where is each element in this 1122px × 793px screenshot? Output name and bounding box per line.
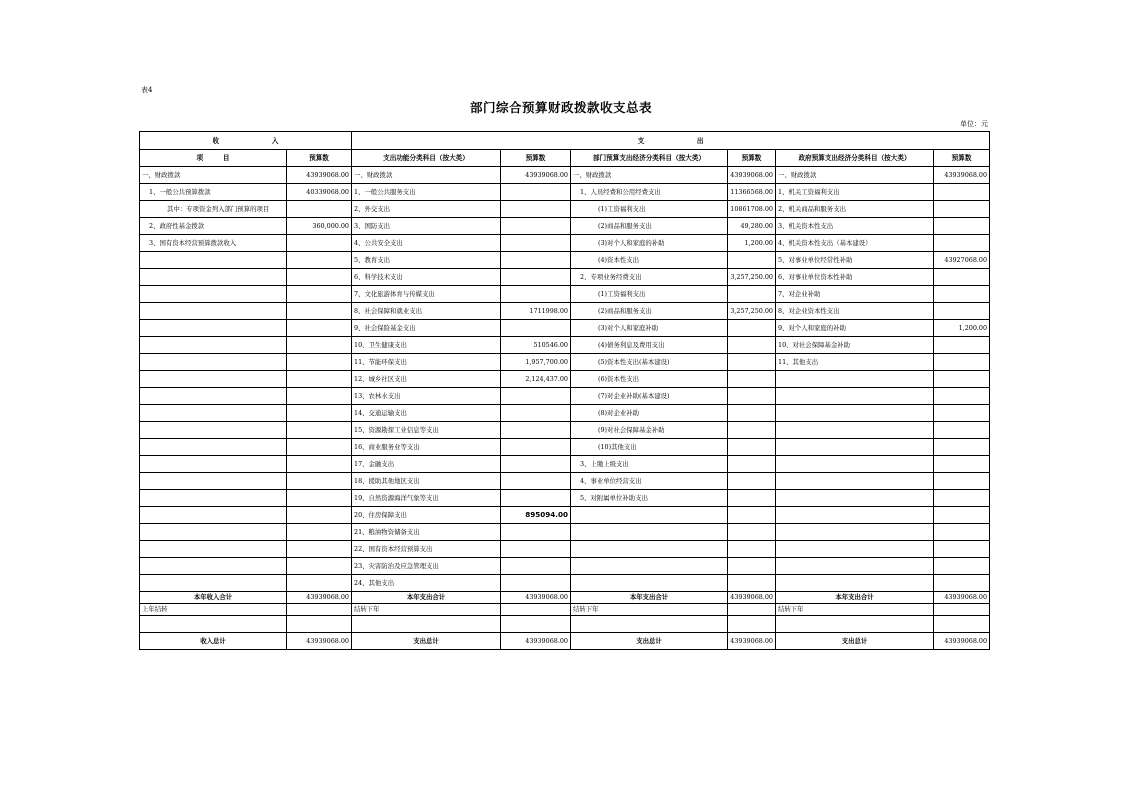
func-budget-cell: 1711998.00 xyxy=(501,303,571,320)
gov-econ-budget-cell xyxy=(934,201,990,218)
func-budget-cell xyxy=(501,218,571,235)
func-budget-cell xyxy=(501,524,571,541)
grand-expense-total-label: 支出总计 xyxy=(352,633,501,650)
gov-econ-budget-cell xyxy=(934,303,990,320)
income-item-cell xyxy=(140,473,287,490)
func-class-cell: 2、外交支出 xyxy=(352,201,501,218)
func-budget-cell: 1,957,700.00 xyxy=(501,354,571,371)
table-row xyxy=(140,320,990,337)
income-item-cell xyxy=(140,269,287,286)
col-header-gov-econ-class: 政府预算支出经济分类科目（按大类） xyxy=(776,150,934,167)
income-budget-cell xyxy=(287,558,352,575)
unit-label: 单位：元 xyxy=(960,120,988,128)
year-expense-total-value: 43939068.00 xyxy=(728,592,776,604)
income-budget-cell xyxy=(287,541,352,558)
table-row xyxy=(140,371,990,388)
dept-econ-class-cell: 2、专项业务经费支出 xyxy=(571,269,728,286)
gov-econ-class-cell: 2、机关商品和服务支出 xyxy=(776,201,934,218)
table-row xyxy=(140,524,990,541)
dept-econ-budget-cell xyxy=(728,473,776,490)
table-label: 表4 xyxy=(141,86,153,94)
dept-econ-budget-cell xyxy=(728,337,776,354)
dept-econ-budget-cell: 11366568.00 xyxy=(728,184,776,201)
func-budget-cell xyxy=(501,252,571,269)
income-item-cell xyxy=(140,320,287,337)
table-row xyxy=(140,473,990,490)
dept-econ-budget-cell xyxy=(728,558,776,575)
gov-econ-budget-cell xyxy=(934,490,990,507)
func-class-cell: 9、社会保险基金支出 xyxy=(352,320,501,337)
func-class-cell: 8、社会保障和就业支出 xyxy=(352,303,501,320)
func-class-cell: 5、教育支出 xyxy=(352,252,501,269)
func-class-cell: 3、国防支出 xyxy=(352,218,501,235)
func-budget-cell xyxy=(501,541,571,558)
income-item-cell xyxy=(140,575,287,592)
gov-econ-budget-cell xyxy=(934,184,990,201)
func-class-cell: 15、资源勘探工业信息等支出 xyxy=(352,422,501,439)
table-row xyxy=(140,201,990,218)
income-item-cell xyxy=(140,405,287,422)
func-class-cell: 6、科学技术支出 xyxy=(352,269,501,286)
func-budget-cell: 2,124,437.00 xyxy=(501,371,571,388)
income-budget-cell xyxy=(287,490,352,507)
income-budget-cell xyxy=(287,303,352,320)
income-budget-cell xyxy=(287,405,352,422)
table-row xyxy=(140,286,990,303)
gov-econ-class-cell: 6、对事业单位资本性补助 xyxy=(776,269,934,286)
gov-econ-budget-cell xyxy=(934,405,990,422)
gov-econ-budget-cell xyxy=(934,524,990,541)
year-expense-total-label: 本年支出合计 xyxy=(776,592,934,604)
income-item-cell: 2、政府性基金拨款 xyxy=(140,218,287,235)
dept-econ-budget-cell: 3,257,250.00 xyxy=(728,269,776,286)
gov-econ-class-cell: 1、机关工资福利支出 xyxy=(776,184,934,201)
dept-econ-class-cell: 1、人员经费和公用经费支出 xyxy=(571,184,728,201)
gov-econ-class-cell: 4、机关资本性支出（基本建设） xyxy=(776,235,934,252)
grand-expense-total-value: 43939068.00 xyxy=(501,633,571,650)
gov-econ-class-cell: 8、对企业资本性支出 xyxy=(776,303,934,320)
dept-econ-budget-cell: 49,280.00 xyxy=(728,218,776,235)
income-item-cell xyxy=(140,558,287,575)
gov-econ-budget-cell xyxy=(934,439,990,456)
table-row xyxy=(140,490,990,507)
income-item-cell xyxy=(140,371,287,388)
func-class-cell: 14、交通运输支出 xyxy=(352,405,501,422)
income-section-header: 收 入 xyxy=(140,132,352,150)
table-row xyxy=(140,218,990,235)
table-row xyxy=(140,303,990,320)
expense-section-header: 支 出 xyxy=(352,132,990,150)
gov-econ-class-cell xyxy=(776,422,934,439)
dept-econ-budget-cell xyxy=(728,388,776,405)
table-row xyxy=(140,354,990,371)
gov-econ-budget-cell xyxy=(934,558,990,575)
income-item-cell xyxy=(140,541,287,558)
carry-out-label: 结转下年 xyxy=(776,604,934,616)
gov-econ-class-cell: 9、对个人和家庭的补助 xyxy=(776,320,934,337)
year-total-row xyxy=(140,592,990,604)
income-budget-cell xyxy=(287,473,352,490)
func-budget-cell: 510546.00 xyxy=(501,337,571,354)
dept-econ-class-cell: (1)工资福利支出 xyxy=(571,286,728,303)
func-budget-cell xyxy=(501,575,571,592)
func-budget-cell xyxy=(501,320,571,337)
dept-econ-budget-cell xyxy=(728,320,776,337)
gov-econ-budget-cell: 43927068.00 xyxy=(934,252,990,269)
income-item-cell xyxy=(140,524,287,541)
dept-econ-class-cell: (4)资本性支出 xyxy=(571,252,728,269)
dept-econ-budget-cell xyxy=(728,490,776,507)
func-class-cell: 7、文化旅游体育与传媒支出 xyxy=(352,286,501,303)
grand-expense-total-label: 支出总计 xyxy=(571,633,728,650)
income-budget-cell xyxy=(287,354,352,371)
gov-econ-class-cell xyxy=(776,541,934,558)
income-item-cell xyxy=(140,439,287,456)
dept-econ-class-cell xyxy=(571,575,728,592)
year-expense-total-value: 43939068.00 xyxy=(501,592,571,604)
dept-econ-budget-cell xyxy=(728,507,776,524)
table-row xyxy=(140,235,990,252)
income-budget-cell xyxy=(287,320,352,337)
func-class-cell: 12、城乡社区支出 xyxy=(352,371,501,388)
dept-econ-class-cell: (10)其他支出 xyxy=(571,439,728,456)
income-budget-cell xyxy=(287,507,352,524)
gov-econ-class-cell xyxy=(776,388,934,405)
income-budget-cell: 40339068.00 xyxy=(287,184,352,201)
carry-in-value xyxy=(287,604,352,616)
table-row xyxy=(140,575,990,592)
gov-econ-class-cell xyxy=(776,558,934,575)
dept-econ-class-cell: 4、事业单位经营支出 xyxy=(571,473,728,490)
year-income-total-value: 43939068.00 xyxy=(287,592,352,604)
col-header-budget: 预算数 xyxy=(728,150,776,167)
dept-econ-class-cell: 3、上缴上级支出 xyxy=(571,456,728,473)
func-budget-cell: 895094.00 xyxy=(501,507,571,524)
grand-expense-total-value: 43939068.00 xyxy=(728,633,776,650)
income-item-cell xyxy=(140,303,287,320)
table-row xyxy=(140,167,990,184)
func-class-cell: 13、农林水支出 xyxy=(352,388,501,405)
gov-econ-class-cell xyxy=(776,524,934,541)
gov-econ-budget-cell xyxy=(934,286,990,303)
col-header-item: 项 目 xyxy=(140,150,287,167)
dept-econ-budget-cell: 10861708.00 xyxy=(728,201,776,218)
func-class-cell: 24、其他支出 xyxy=(352,575,501,592)
dept-econ-class-cell: (9)对社会保障基金补助 xyxy=(571,422,728,439)
func-class-cell: 23、灾害防治及应急管理支出 xyxy=(352,558,501,575)
table-row xyxy=(140,337,990,354)
func-class-cell: 22、国有资本经营预算支出 xyxy=(352,541,501,558)
dept-econ-class-cell xyxy=(571,558,728,575)
func-class-cell: 一、财政拨款 xyxy=(352,167,501,184)
carry-out-value xyxy=(501,604,571,616)
dept-econ-budget-cell xyxy=(728,439,776,456)
blank-row xyxy=(140,616,990,633)
dept-econ-class-cell: (1)工资福利支出 xyxy=(571,201,728,218)
dept-econ-budget-cell xyxy=(728,524,776,541)
gov-econ-class-cell xyxy=(776,371,934,388)
carry-out-label: 结转下年 xyxy=(571,604,728,616)
dept-econ-class-cell: 5、对附属单位补助支出 xyxy=(571,490,728,507)
func-budget-cell xyxy=(501,388,571,405)
func-class-cell: 4、公共安全支出 xyxy=(352,235,501,252)
income-budget-cell xyxy=(287,371,352,388)
col-header-budget: 预算数 xyxy=(501,150,571,167)
col-header-budget: 预算数 xyxy=(934,150,990,167)
gov-econ-budget-cell: 43939068.00 xyxy=(934,167,990,184)
income-item-cell: 一、财政拨款 xyxy=(140,167,287,184)
income-item-cell: 其中：专项资金列入部门预算的项目 xyxy=(140,201,287,218)
dept-econ-budget-cell xyxy=(728,286,776,303)
col-header-func-class: 支出功能分类科目（按大类） xyxy=(352,150,501,167)
gov-econ-budget-cell xyxy=(934,541,990,558)
income-item-cell xyxy=(140,252,287,269)
year-income-total-label: 本年收入合计 xyxy=(140,592,287,604)
dept-econ-budget-cell: 43939068.00 xyxy=(728,167,776,184)
gov-econ-budget-cell xyxy=(934,354,990,371)
income-budget-cell xyxy=(287,286,352,303)
income-budget-cell xyxy=(287,439,352,456)
dept-econ-class-cell: (3)对个人和家庭的补助 xyxy=(571,235,728,252)
gov-econ-budget-cell xyxy=(934,575,990,592)
dept-econ-class-cell xyxy=(571,507,728,524)
dept-econ-budget-cell xyxy=(728,252,776,269)
dept-econ-class-cell: (3)对个人和家庭补助 xyxy=(571,320,728,337)
func-class-cell: 11、节能环保支出 xyxy=(352,354,501,371)
table-row xyxy=(140,269,990,286)
dept-econ-class-cell xyxy=(571,524,728,541)
table-row xyxy=(140,439,990,456)
gov-econ-budget-cell xyxy=(934,507,990,524)
income-item-cell xyxy=(140,507,287,524)
func-budget-cell xyxy=(501,456,571,473)
income-item-cell xyxy=(140,456,287,473)
table-row xyxy=(140,252,990,269)
table-row xyxy=(140,558,990,575)
gov-econ-class-cell xyxy=(776,575,934,592)
dept-econ-class-cell: 一、财政拨款 xyxy=(571,167,728,184)
gov-econ-budget-cell xyxy=(934,371,990,388)
gov-econ-budget-cell: 1,200.00 xyxy=(934,320,990,337)
gov-econ-budget-cell xyxy=(934,218,990,235)
func-budget-cell xyxy=(501,201,571,218)
gov-econ-class-cell xyxy=(776,507,934,524)
grand-total-row xyxy=(140,633,990,650)
income-budget-cell xyxy=(287,524,352,541)
year-expense-total-label: 本年支出合计 xyxy=(571,592,728,604)
dept-econ-budget-cell xyxy=(728,405,776,422)
income-item-cell xyxy=(140,422,287,439)
dept-econ-class-cell: (2)商品和服务支出 xyxy=(571,218,728,235)
income-budget-cell: 43939068.00 xyxy=(287,167,352,184)
func-class-cell: 19、自然资源海洋气象等支出 xyxy=(352,490,501,507)
dept-econ-budget-cell xyxy=(728,371,776,388)
dept-econ-budget-cell xyxy=(728,456,776,473)
income-item-cell xyxy=(140,354,287,371)
dept-econ-class-cell xyxy=(571,541,728,558)
income-budget-cell xyxy=(287,456,352,473)
gov-econ-budget-cell xyxy=(934,473,990,490)
income-budget-cell: 360,000.00 xyxy=(287,218,352,235)
page-title: 部门综合预算财政拨款收支总表 xyxy=(469,100,652,115)
func-class-cell: 20、住房保障支出 xyxy=(352,507,501,524)
dept-econ-class-cell: (2)商品和服务支出 xyxy=(571,303,728,320)
gov-econ-class-cell xyxy=(776,456,934,473)
gov-econ-budget-cell xyxy=(934,422,990,439)
func-budget-cell xyxy=(501,473,571,490)
income-item-cell xyxy=(140,490,287,507)
gov-econ-class-cell: 5、对事业单位经常性补助 xyxy=(776,252,934,269)
gov-econ-budget-cell xyxy=(934,269,990,286)
table-row xyxy=(140,507,990,524)
dept-econ-class-cell: (6)资本性支出 xyxy=(571,371,728,388)
grand-expense-total-value: 43939068.00 xyxy=(934,633,990,650)
income-budget-cell xyxy=(287,422,352,439)
gov-econ-budget-cell xyxy=(934,337,990,354)
carry-out-label: 结转下年 xyxy=(352,604,501,616)
gov-econ-class-cell: 11、其他支出 xyxy=(776,354,934,371)
col-header-budget: 预算数 xyxy=(287,150,352,167)
gov-econ-class-cell: 一、财政拨款 xyxy=(776,167,934,184)
carry-over-row xyxy=(140,604,990,616)
gov-econ-class-cell xyxy=(776,473,934,490)
table-row xyxy=(140,541,990,558)
func-class-cell: 21、粮油物资储备支出 xyxy=(352,524,501,541)
func-class-cell: 16、商业服务业等支出 xyxy=(352,439,501,456)
gov-econ-class-cell: 3、机关资本性支出 xyxy=(776,218,934,235)
income-item-cell: 3、国有资本经营预算拨款收入 xyxy=(140,235,287,252)
table-row xyxy=(140,422,990,439)
dept-econ-budget-cell xyxy=(728,422,776,439)
dept-econ-budget-cell: 1,200.00 xyxy=(728,235,776,252)
dept-econ-budget-cell xyxy=(728,575,776,592)
func-class-cell: 17、金融支出 xyxy=(352,456,501,473)
table-row xyxy=(140,184,990,201)
dept-econ-class-cell: (8)对企业补助 xyxy=(571,405,728,422)
func-class-cell: 1、一般公共服务支出 xyxy=(352,184,501,201)
grand-expense-total-label: 支出总计 xyxy=(776,633,934,650)
income-budget-cell xyxy=(287,337,352,354)
income-budget-cell xyxy=(287,575,352,592)
budget-table xyxy=(139,131,990,650)
grand-income-total-value: 43939068.00 xyxy=(287,633,352,650)
func-budget-cell xyxy=(501,269,571,286)
gov-econ-class-cell xyxy=(776,439,934,456)
carry-in-label: 上年结转 xyxy=(140,604,287,616)
gov-econ-class-cell: 7、对企业补助 xyxy=(776,286,934,303)
func-budget-cell xyxy=(501,286,571,303)
func-budget-cell xyxy=(501,235,571,252)
dept-econ-class-cell: (4)债务利息及费用支出 xyxy=(571,337,728,354)
dept-econ-class-cell: (5)资本性支出(基本建设) xyxy=(571,354,728,371)
income-budget-cell xyxy=(287,235,352,252)
dept-econ-budget-cell xyxy=(728,541,776,558)
dept-econ-class-cell: (7)对企业补助(基本建设) xyxy=(571,388,728,405)
func-budget-cell xyxy=(501,184,571,201)
income-item-cell xyxy=(140,388,287,405)
gov-econ-class-cell xyxy=(776,405,934,422)
func-budget-cell xyxy=(501,405,571,422)
income-budget-cell xyxy=(287,388,352,405)
grand-income-total-label: 收入总计 xyxy=(140,633,287,650)
func-class-cell: 18、援助其他地区支出 xyxy=(352,473,501,490)
section-header-row xyxy=(140,132,990,150)
dept-econ-budget-cell: 3,257,250.00 xyxy=(728,303,776,320)
func-budget-cell xyxy=(501,490,571,507)
income-item-cell xyxy=(140,337,287,354)
col-header-dept-econ-class: 部门预算支出经济分类科目（按大类） xyxy=(571,150,728,167)
year-expense-total-label: 本年支出合计 xyxy=(352,592,501,604)
func-budget-cell: 43939068.00 xyxy=(501,167,571,184)
income-budget-cell xyxy=(287,269,352,286)
func-class-cell: 10、卫生健康支出 xyxy=(352,337,501,354)
gov-econ-class-cell xyxy=(776,490,934,507)
column-header-row xyxy=(140,150,990,167)
year-expense-total-value: 43939068.00 xyxy=(934,592,990,604)
gov-econ-budget-cell xyxy=(934,456,990,473)
income-budget-cell xyxy=(287,252,352,269)
func-budget-cell xyxy=(501,439,571,456)
carry-out-value xyxy=(934,604,990,616)
gov-econ-class-cell: 10、对社会保障基金补助 xyxy=(776,337,934,354)
func-budget-cell xyxy=(501,422,571,439)
carry-out-value xyxy=(728,604,776,616)
table-row xyxy=(140,388,990,405)
func-budget-cell xyxy=(501,558,571,575)
income-budget-cell xyxy=(287,201,352,218)
gov-econ-budget-cell xyxy=(934,235,990,252)
income-item-cell: 1、一般公共预算拨款 xyxy=(140,184,287,201)
table-row xyxy=(140,405,990,422)
income-item-cell xyxy=(140,286,287,303)
dept-econ-budget-cell xyxy=(728,354,776,371)
gov-econ-budget-cell xyxy=(934,388,990,405)
table-row xyxy=(140,456,990,473)
